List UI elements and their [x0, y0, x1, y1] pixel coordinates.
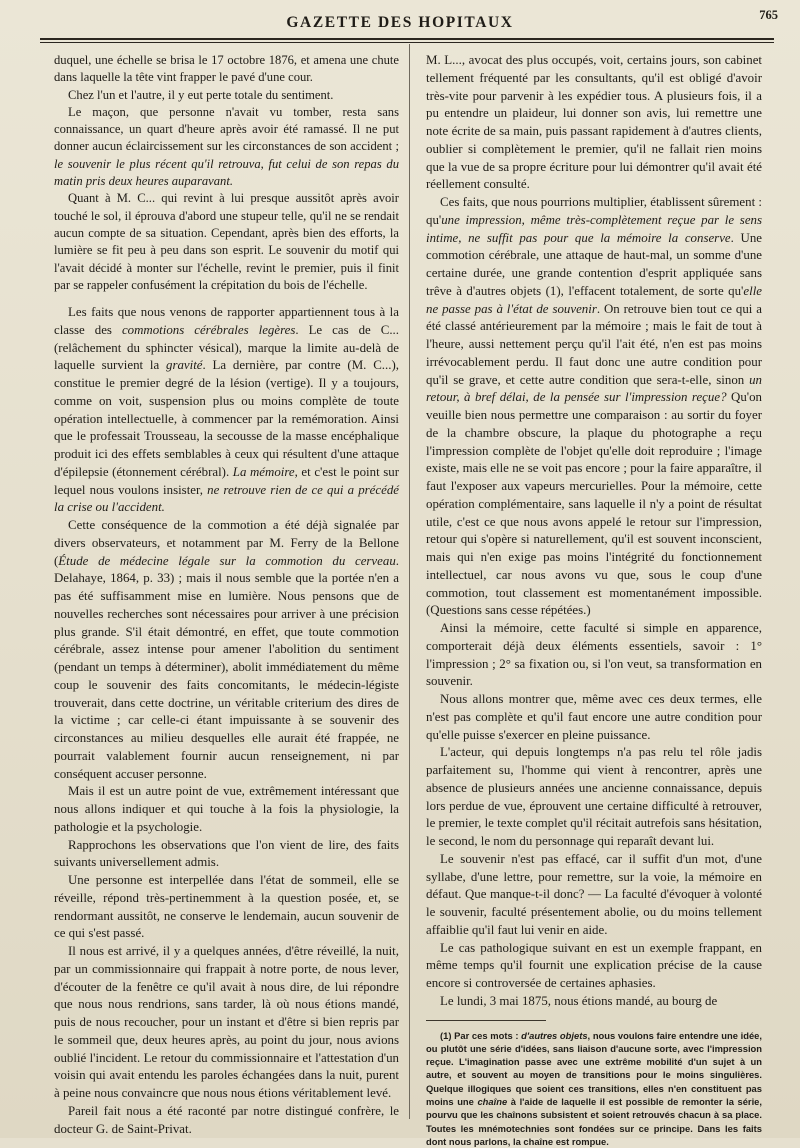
paragraph: Le lundi, 3 mai 1875, nous étions mandé, au bourg de — [426, 993, 762, 1011]
paragraph: Chez l'un et l'autre, il y eut perte totale du sentiment. — [54, 87, 399, 104]
header-rule-thin — [40, 42, 774, 43]
column-separator — [409, 44, 410, 1119]
paragraph — [426, 194, 762, 620]
right-column — [426, 52, 762, 1148]
paragraph: Quant à M. C... qui revint à lui presque aussitôt après avoir touché le sol, il éprouva d'abord une stupeur telle, qu'il ne se rendait aucun compte de sa situation. Cependant, après bien des efforts, la lumière se fit peu à peu dans son esprit. Le souvenir du motif qui l'avait décidé à monter sur l'échelle, revint le premier, puis il finit par se rappeler confusément la crépitation du bois de l'échelle. — [54, 190, 399, 294]
footnote-text — [426, 1029, 762, 1148]
paragraph: Il nous est arrivé, il y a quelques années, d'être réveillé, la nuit, par un commissionnaire qui frappait à notre porte, de nous lever, d'écouter de la fenêtre ce qu'il avait à nous dire, de lui répondre que nous nous rendrions, sans tarder, là où nous étions mandé, puis de nous recoucher, pour un instant et d'être si bien repris par le sommeil que, deux heures après, au point du jour, nous avions oublié l'incident. Le retour du commissionnaire et l'attestation d'un voisin qui avait entendu les paroles échangées dans la nuit, purent à peine nous convaincre que nous nous étions véritablement levé. — [54, 943, 399, 1103]
text-run: (1) Par ces mots : — [440, 1030, 521, 1041]
text-run: . Une commotion cérébrale, une attaque de haut-mal, un somme d'une certaine durée, une grande contention d'esprit appliquée sans trêve à d'autres objets (1), l'effacent totalement, de sorte qu' — [426, 231, 762, 298]
journal-title: GAZETTE DES HOPITAUX — [0, 14, 800, 32]
text-run: Qu'on veuille bien nous permettre une comparaison : au sortir du foyer de la chambre obscure, la plaque du photographe a reçu l'impression complète de l'objet qu'elle doit reproduire ; l'image existe, mais elle ne se voit pas encore ; pour la faire apparaître, il faut l'exposer aux vapeurs mercurielles. Pour la mémoire, cette opération complémentaire, sans laquelle il n'y a point de résultat utile, c'est ce que nous avons appelé le retour sur l'impression, retour qui s'opère si naturellement, qu'il est souvent inconscient, mais qui n'en exige pas moins l'intégrité du fonctionnement intellectuel, car nous avons vu que, sous le coup d'une commotion, tout classement est momentanément impossible. (Questions sans cesse répétées.) — [426, 390, 762, 617]
paragraph: Nous allons montrer que, même avec ces deux termes, elle n'est pas complète et qu'il faut encore une autre condition pour qu'elle puisse s'exercer en pleine puissance. — [426, 691, 762, 744]
paragraph: Le souvenir n'est pas effacé, car il suffit d'un mot, d'une syllabe, d'une lettre, pour remettre, sur la voie, la mémoire en défaut. Que manque-t-il donc? — La faculté d'évoquer à volonté le souvenir, faculté présentement abolie, ou du moins tellement affaiblie qu'il faut lui venir en aide. — [426, 851, 762, 940]
header-rule-thick — [40, 38, 774, 40]
paragraph: Ainsi la mémoire, cette faculté si simple en apparence, comporterait déjà deux éléments essentiels, savoir : 1° l'impression ; 2° sa fixation ou, si l'on veut, sa transformation en souvenir. — [426, 620, 762, 691]
paragraph: Rapprochons les observations que l'on vient de lire, des faits suivants universellement admis. — [54, 837, 399, 873]
italic-run: le souvenir le plus récent qu'il retrouva, fut celui de son repas du matin pris deux heures auparavant. — [54, 157, 399, 188]
italic-run: gravité — [166, 358, 203, 372]
italic-run: une impression, même très-complètement reçue par le sens intime, ne suffit pas pour que la mémoire la conserve — [426, 213, 762, 245]
text-run: à l'aide de laquelle il est possible de remonter la série, pourvu que les chaînons subsistent et soient retrouvés chacun à sa place. Toutes les mnémotechnies sont fondées sur ce principe. Dans les faits dont nous parlons, la chaîne est rompue. — [426, 1096, 762, 1147]
italic-run: elle ne passe pas à l'état de souvenir — [426, 284, 762, 316]
paragraph: duquel, une échelle se brisa le 17 octobre 1876, et amena une chute dans laquelle la tête vint frapper le pavé d'une cour. — [54, 52, 399, 87]
text-run: , et c'est le point sur lequel nous voulons insister, — [54, 465, 399, 497]
italic-run: chaîne — [477, 1096, 507, 1107]
text-run: . Le cas de C... (relâchement du sphincter vésical), marque la limite au-delà de laquelle survient la — [54, 323, 399, 373]
paragraph: Le cas pathologique suivant en est un exemple frappant, en même temps qu'il fournit une explication précise de la cause encore si controversée de certaines aphasies. — [426, 940, 762, 993]
italic-run: un retour, à bref délai, de la pensée sur l'impression reçue? — [426, 373, 762, 405]
paragraph: M. L..., avocat des plus occupés, voit, certains jours, son cabinet tellement fréquenté par les consultants, qu'il est obligé d'avoir très-vite pour parvenir à les expédier tous. A plusieurs fois, il a pu entendre un plaideur, lui donner son avis, lui remettre une note écrite de sa main, puis passant rapidement à d'autres clients, oublier si complètement le premier, qu'il ne fallait rien moins que la vue de sa propre écriture pour lui démontrer qu'il avait été réellement consulté. — [426, 52, 762, 194]
paragraph: Pareil fait nous a été raconté par notre distingué confrère, le docteur G. de Saint-Privat. — [54, 1103, 399, 1139]
page-header — [0, 0, 800, 48]
text-run: Cette conséquence de la commotion a été déjà signalée par divers observateurs, et notamment par M. Ferry de la Bellone ( — [54, 518, 399, 568]
italic-run: La mémoire — [233, 465, 295, 479]
paragraph: Une personne est interpellée dans l'état de sommeil, elle se réveille, répond très-pertinemment à la question posée, et, se rendormant aussitôt, ne conserve le lendemain, aucun souvenir de ce qui s'est passé. — [54, 872, 399, 943]
text-run: . On retrouve bien tout ce qui a été classé antérieurement par la mémoire ; mais le fait de tout à l'heure, aussi nettement perçu qu'il l'ait été, n'en est pas moins irrévocablement perdu. Il faut donc une autre condition pour qu'il se grave, et cette autre condition que sera-t-elle, sinon — [426, 302, 762, 387]
paragraph — [54, 517, 399, 783]
paragraph: L'acteur, qui depuis longtemps n'a pas relu tel rôle jadis parfaitement su, l'homme qui vient à rencontrer, après une absence de plusieurs années une ancienne connaissance, depuis lors perdue de vue, éprouvent une certaine difficulté à retrouver, le premier, le texte complet qu'il récitait autrefois sans hésitation, le second, le nom du personnage qui reparaît devant lui. — [426, 744, 762, 851]
italic-run: Étude de médecine légale sur la commotion du cerveau — [58, 554, 395, 568]
italic-run: commotions cérébrales legères — [122, 323, 295, 337]
text-run: Les faits que nous venons de rapporter appartiennent tous à la classe des — [54, 305, 399, 337]
footnote-rule — [426, 1020, 546, 1021]
paragraph: Mais il est un autre point de vue, extrêmement intéressant que nous allons indiquer et qui touche à la fois la physiologie, la pathologie et la psychologie. — [54, 783, 399, 836]
paragraph — [54, 104, 399, 190]
paragraph — [54, 304, 399, 517]
text-run: . La dernière, par contre (M. C...), constitue le premier degré de la lésion (vertige). Il y a toujours, comme on voit, suspension plus ou moins complète de toute opération intellectuelle, à commencer par la remémoration. Ainsi que le professait Trousseau, la secousse de la masse encéphalique produit ici des effets semblables à ceux qui résultent d'une attaque d'épilepsie (étonnement cérébral). — [54, 358, 399, 479]
text-run: . Delahaye, 1864, p. 33) ; mais il nous semble que la portée n'en a pas été suffisamment mise en lumière. Nous pensons que de nouvelles recherches sont nécessaires pour arriver à une précision plus grande. S'il était démontré, en effet, que toute commotion cérébrale, assez intense pour amener l'abolition du sentiment (pendant un temps à déterminer), abolit immédiatement du même coup le souvenir des faits concomitants, le médecin-légiste trouverait, dans cette doctrine, un véritable criterium des dires de la victime ; car celle-ci étant impuissante à se souvenir des circonstances au milieu desquelles elle aurait été frappée, ne pourrait valablement fournir aucun renseignement, ni par conséquent accuser personne. — [54, 554, 399, 781]
italic-run: d'autres objets — [521, 1030, 587, 1041]
left-column — [54, 52, 399, 1138]
text-run: Ces faits, que nous pourrions multiplier, établissent sûrement : qu' — [426, 195, 762, 227]
page-number: 765 — [759, 8, 778, 23]
footnote — [426, 1029, 762, 1148]
text-run: , nous voulons faire entendre une idée, ou plutôt une série d'idées, sans liaison d'aucune sorte, avec l'impression reçue. L'imagination passe avec une extrême mobilité d'un sujet à un autre, et souvent au moyen de transitions pour le moins singulières. Quelque illogiques que soient ces transitions, elles n'en constituent pas moins une — [426, 1030, 762, 1107]
italic-run: ne retrouve rien de ce qui a précédé la crise ou l'accident. — [54, 483, 399, 515]
text-run: Le maçon, que personne n'avait vu tomber, resta sans connaissance, un quart d'heure après avoir été ramassé. Il ne put donner aucun éclaircissement sur les circonstances de son accident ; — [54, 105, 399, 154]
